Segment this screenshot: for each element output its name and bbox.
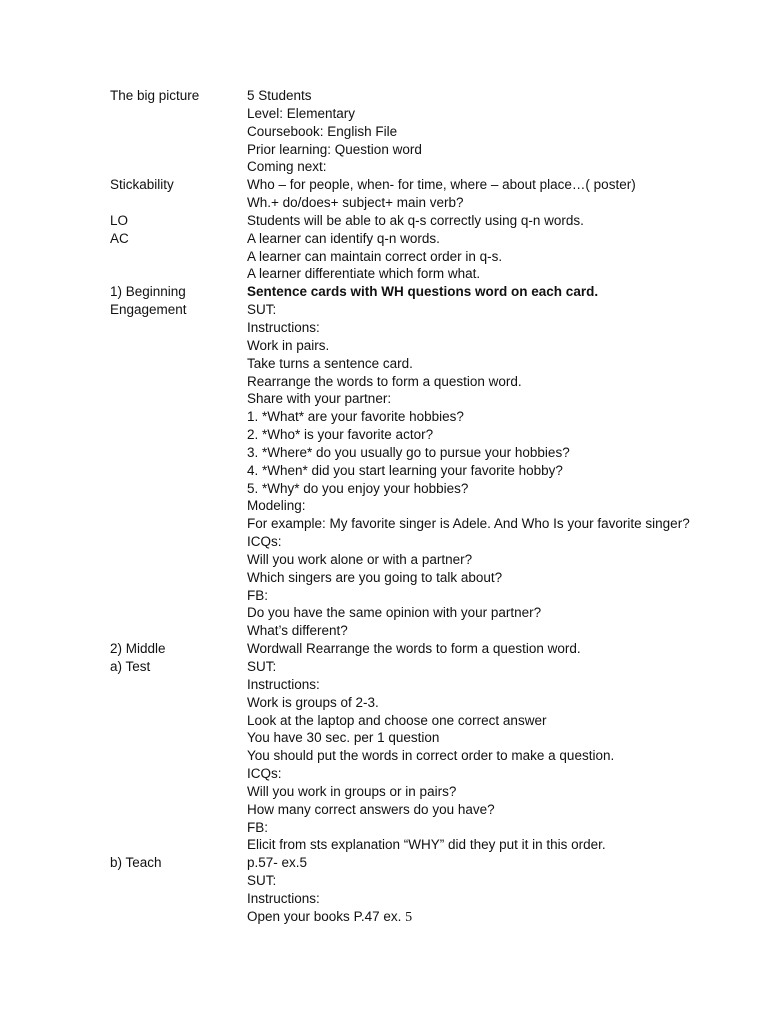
text-line: Elicit from sts explanation “WHY” did they put it in this order. (247, 837, 606, 853)
section-beginning (110, 283, 710, 640)
text-line-with-number (247, 908, 710, 927)
section-content (247, 640, 710, 854)
section-label-line: Engagement (110, 302, 187, 318)
section-label: b) Teach (110, 855, 162, 871)
text-line: Wordwall Rearrange the words to form a question word. (247, 641, 581, 657)
section-content (247, 230, 710, 284)
section-label: LO (110, 212, 129, 228)
section-label-line: a) Test (110, 659, 151, 674)
text-line: Instructions: (247, 319, 320, 335)
text-line: How many correct answers do you have? (247, 801, 495, 817)
text-line: FB: (247, 819, 269, 835)
text-line: 2. *Who* is your favorite actor? (247, 427, 434, 443)
text-line: 1. *What* are your favorite hobbies? (247, 409, 464, 425)
exercise-number: 5 (405, 909, 413, 925)
text-line: SUT: (247, 659, 277, 674)
section-content (247, 283, 710, 640)
text-line: What’s different? (247, 623, 348, 639)
text-line: You should put the words in correct order to make a question. (247, 748, 615, 764)
text-line: 3. *Where* do you usually go to pursue your hobbies? (247, 444, 570, 460)
section-lo (110, 212, 710, 230)
text-line: FB: (247, 587, 269, 603)
text-line: ICQs: (247, 534, 282, 550)
text-line: You have 30 sec. per 1 question (247, 730, 440, 746)
text-line: Work is groups of 2-3. (247, 694, 379, 710)
text-line: A learner can maintain correct order in q-s. (247, 248, 503, 264)
text-line: Take turns a sentence card. (247, 355, 413, 371)
text-line: 5 Students (247, 88, 312, 103)
text-line: A learner can identify q-n words. (247, 230, 440, 246)
text-line: Coming next: (247, 159, 327, 175)
text-line: A learner differentiate which form what. (247, 266, 481, 282)
text-line: SUT: (247, 302, 277, 318)
text-line: For example: My favorite singer is Adele. And Who Is your favorite singer? (247, 516, 690, 532)
section-stickability (110, 176, 710, 212)
text-line: Will you work alone or with a partner? (247, 551, 473, 567)
section-content (247, 176, 710, 212)
lesson-plan-document (110, 87, 710, 927)
text-line: Will you work in groups or in pairs? (247, 783, 457, 799)
section-label (110, 283, 247, 319)
text-line: Work in pairs. (247, 337, 330, 353)
section-label: The big picture (110, 88, 200, 103)
section-ac (110, 230, 710, 284)
section-content (247, 212, 710, 230)
text-line: Do you have the same opinion with your partner? (247, 605, 542, 621)
section-content (247, 87, 710, 176)
text-line: Share with your partner: (247, 391, 392, 407)
section-label-line: 1) Beginning (110, 284, 186, 300)
section-heading: Sentence cards with WH questions word on each card. (247, 284, 599, 300)
section-label: AC (110, 230, 129, 246)
text-line: p.57- ex.5 (247, 855, 308, 871)
text-line: Look at the laptop and choose one correct answer (247, 712, 547, 728)
section-middle (110, 640, 710, 854)
text-line: Wh.+ do/does+ subject+ main verb? (247, 195, 464, 211)
section-label: Stickability (110, 177, 174, 193)
text-line: Who – for people, when- for time, where – about place…( poster) (247, 177, 636, 193)
section-big-picture (110, 87, 710, 176)
text-line: Instructions: (247, 676, 320, 692)
section-content (247, 854, 710, 926)
text-line: Which singers are you going to talk about? (247, 569, 503, 585)
text-line: Level: Elementary (247, 105, 356, 121)
text-line: 4. *When* did you start learning your favorite hobby? (247, 462, 563, 478)
text-line: SUT: (247, 873, 277, 889)
section-label-line: 2) Middle (110, 641, 166, 657)
section-teach (110, 854, 710, 926)
text-line: Rearrange the words to form a question word. (247, 373, 522, 389)
text-line: Prior learning: Question word (247, 141, 422, 157)
section-label (110, 640, 247, 676)
text-line: ICQs: (247, 766, 282, 782)
text-line: Modeling: (247, 498, 306, 514)
text-line: 5. *Why* do you enjoy your hobbies? (247, 480, 469, 496)
text-line: Instructions: (247, 890, 320, 906)
text-line: Students will be able to ak q-s correctly using q-n words. (247, 212, 584, 228)
text-line: Coursebook: English File (247, 123, 398, 139)
text-fragment: Open your books P.47 ex. (247, 908, 406, 924)
